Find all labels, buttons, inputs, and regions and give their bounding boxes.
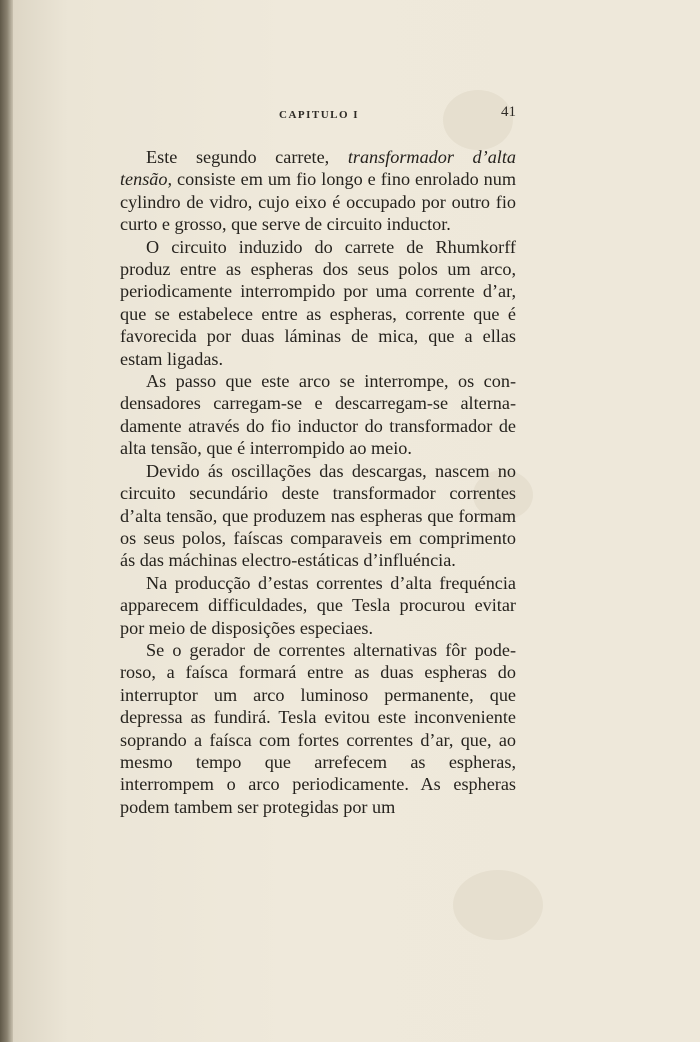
paragraph-4: Devido ás oscillações das descargas, nascem no circuito secundário deste transformador correntes d’alta tensão, que produzem nas espheras que formam os seus polos, faíscas comparaveis em comprimento ás das máchinas electro-estáticas d’influéncia. [120,460,516,571]
page-number: 41 [501,104,516,120]
paragraph-1-start: Este segundo carrete, [146,147,348,167]
page-header [120,104,516,128]
running-head: CAPITULO I [279,109,360,121]
paragraph-6: Se o gerador de correntes alternativas fôr poderoso, a faísca formará entre as duas espheras do interruptor um arco luminoso permanente, que depressa as fundirá. Tesla evitou este inconveniente soprando a faísca com fortes correntes d’ar, que, ao mesmo tempo que arrefecem as espheras, interrompem o arco periodicamente. As espheras podem tambem ser protegidas por um [120,639,516,817]
paragraph-2: O circuito induzido do carrete de Rhumkorff produz entre as espheras dos seus polos um arco, periodicamente interrompido por uma corrente d’ar, que se estabelece entre as espheras, corrente que é favorecida por duas láminas de mica, que a ellas estam ligadas. [120,236,516,369]
paragraph-5: Na producção d’estas correntes d’alta frequéncia apparecem difficuldades, que Tesla procurou evitar por meio de disposições especiaes. [120,572,516,638]
paragraph-1-italic-term: transformador d’alta tensão, [120,147,516,190]
book-spine-edge [0,0,13,1042]
paragraph-1 [120,146,516,236]
paragraph-1-rest: consiste em um fio longo e fino enrolado num cylindro de vidro, cujo eixo é occupado por outro fio curto e grosso, que serve de circuito inductor. [120,169,516,235]
paper-stain [453,870,543,940]
body-text [120,146,516,818]
paragraph-3: As passo que este arco se interrompe, os condensadores carregam-se e descarregam-se alternadamente através do fio inductor do transformador de alta tensão, que é interrompido ao meio. [120,371,516,459]
